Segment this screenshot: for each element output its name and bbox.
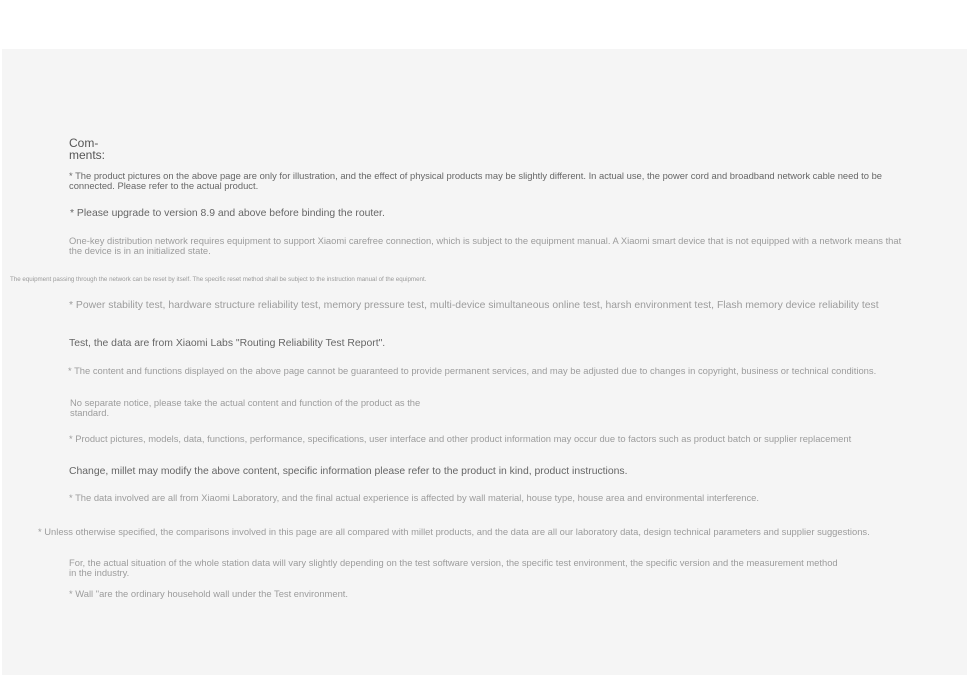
note-separate-notice: No separate notice, please take the actual content and function of the product as the standard.: [70, 397, 421, 418]
comments-panel: [2, 49, 967, 675]
note-reset-equipment: The equipment passing through the network can be reset by itself. The specific reset method shall be subject to the instruction manual of the equipment.: [10, 276, 427, 283]
note-reliability-tests: * Power stability test, hardware structure reliability test, memory pressure test, multi-device simultaneous online test, harsh environment test, Flash memory device reliability test: [69, 300, 879, 311]
comments-heading-text: Com- ments:: [69, 136, 106, 162]
comments-heading: [69, 137, 129, 161]
note-content-functions: * The content and functions displayed on the above page cannot be guaranteed to provide permanent services, and may be adjusted due to changes in copyright, business or technical conditions.: [68, 365, 877, 376]
note-millet-modify: Change, millet may modify the above content, specific information please refer to the product in kind, product instructions.: [69, 466, 628, 477]
note-upgrade-version: * Please upgrade to version 8.9 and above before binding the router.: [70, 208, 385, 219]
note-product-pictures: * The product pictures on the above page are only for illustration, and the effect of physical products may be slightly different. In actual use, the power cord and broadband network cable need to be connected. Please refer to the actual product.: [69, 170, 883, 191]
note-wall-environment: * Wall "are the ordinary household wall under the Test environment.: [69, 588, 348, 599]
note-whole-station: For, the actual situation of the whole station data will vary slightly depending on the test software version, the specific test environment, the specific version and the measurement method in the industry.: [69, 557, 838, 578]
note-xiaomi-laboratory: * The data involved are all from Xiaomi Laboratory, and the final actual experience is affected by wall material, house type, house area and environmental interference.: [69, 492, 759, 503]
note-unless-specified: * Unless otherwise specified, the comparisons involved in this page are all compared with millet products, and the data are all our laboratory data, design technical parameters and supplier suggestions.: [38, 526, 870, 537]
note-one-key-network: One-key distribution network requires equipment to support Xiaomi carefree connection, which is subject to the equipment manual. A Xiaomi smart device that is not equipped with a network means that the device is in an initialized state.: [69, 235, 902, 256]
note-test-report: Test, the data are from Xiaomi Labs "Routing Reliability Test Report".: [69, 338, 386, 349]
note-product-information: * Product pictures, models, data, functions, performance, specifications, user interface and other product information may occur due to factors such as product batch or supplier replacement: [69, 433, 852, 444]
